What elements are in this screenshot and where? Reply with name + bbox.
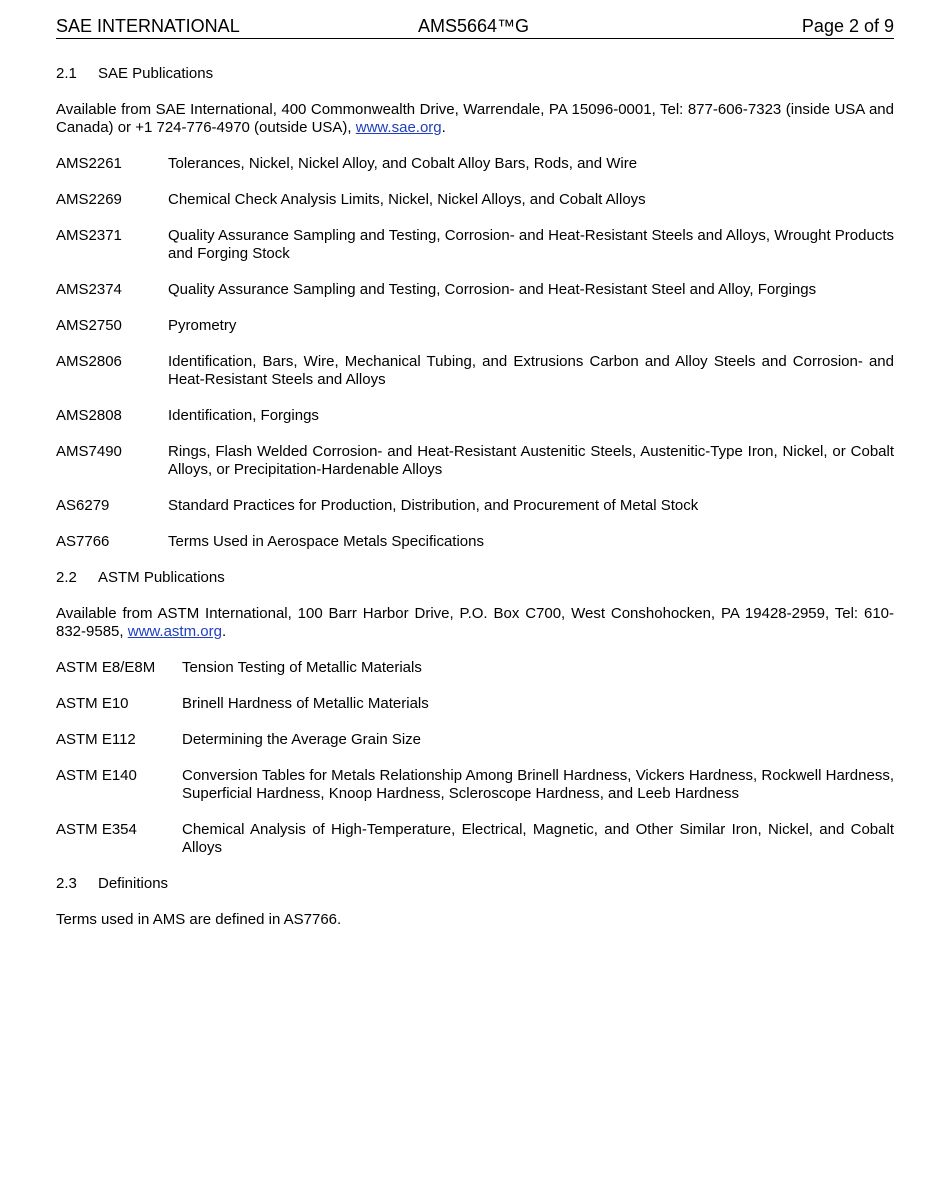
section-number: 2.3 xyxy=(56,875,77,892)
section-title: Definitions xyxy=(98,875,169,892)
reference-title: Identification, Bars, Wire, Mechanical Tubing, and Extrusions Carbon and Alloy Steels and Corrosion- and Heat-Resistant Steels and Alloys xyxy=(168,353,894,388)
reference-item xyxy=(56,317,894,335)
reference-item xyxy=(56,533,894,551)
reference-title: Chemical Analysis of High-Temperature, Electrical, Magnetic, and Other Similar Iron, Nickel, and Cobalt Alloys xyxy=(182,821,894,856)
reference-item xyxy=(56,443,894,479)
section-heading-2-2 xyxy=(56,569,894,587)
reference-title: Chemical Check Analysis Limits, Nickel, Nickel Alloys, and Cobalt Alloys xyxy=(168,191,646,208)
trailing-period: . xyxy=(221,623,227,640)
header-org: SAE INTERNATIONAL xyxy=(56,16,240,36)
section-number: 2.1 xyxy=(56,65,77,82)
reference-item xyxy=(56,731,894,749)
reference-code: AMS7490 xyxy=(56,443,122,460)
page-header xyxy=(56,14,894,39)
section-title: SAE Publications xyxy=(98,65,214,82)
sae-availability-paragraph xyxy=(56,101,894,137)
astm-availability-paragraph xyxy=(56,605,894,641)
reference-item xyxy=(56,767,894,803)
reference-item xyxy=(56,191,894,209)
reference-title: Terms Used in Aerospace Metals Specifications xyxy=(168,533,484,550)
availability-text: Available from ASTM International, 100 Barr Harbor Drive, P.O. Box C700, West Conshohocken, PA 19428-2959, Tel: 610-832-9585, xyxy=(56,605,894,640)
definitions-paragraph: Terms used in AMS are defined in AS7766. xyxy=(56,911,342,928)
reference-code: AMS2806 xyxy=(56,353,122,370)
trailing-period: . xyxy=(441,119,446,136)
reference-code: ASTM E8/E8M xyxy=(56,659,156,676)
reference-code: AMS2374 xyxy=(56,281,122,298)
reference-code: AMS2371 xyxy=(56,227,122,244)
reference-code: AS7766 xyxy=(56,533,110,550)
reference-title: Tension Testing of Metallic Materials xyxy=(182,659,422,676)
reference-code: ASTM E10 xyxy=(56,695,129,712)
astm-reference-list xyxy=(56,659,894,857)
reference-item xyxy=(56,353,894,389)
reference-item xyxy=(56,659,894,677)
reference-title: Determining the Average Grain Size xyxy=(182,731,422,748)
reference-title: Identification, Forgings xyxy=(168,407,319,424)
document-page xyxy=(56,14,894,929)
reference-title: Conversion Tables for Metals Relationship Among Brinell Hardness, Vickers Hardness, Rockwell Hardness, Superficial Hardness, Knoop Hardness, Scleroscope Hardness, and Leeb Hardness xyxy=(182,767,894,802)
reference-code: ASTM E140 xyxy=(56,767,137,784)
reference-title: Rings, Flash Welded Corrosion- and Heat-Resistant Austenitic Steels, Austenitic-Type Iron, Nickel, or Cobalt Alloys, or Precipitation-Hardenable Alloys xyxy=(168,443,894,478)
reference-code: AMS2269 xyxy=(56,191,122,208)
reference-title: Tolerances, Nickel, Nickel Alloy, and Cobalt Alloy Bars, Rods, and Wire xyxy=(168,155,638,172)
reference-item xyxy=(56,155,894,173)
astm-website-link[interactable]: www.astm.org xyxy=(127,623,222,640)
reference-item xyxy=(56,497,894,515)
reference-item xyxy=(56,281,894,299)
reference-code: AS6279 xyxy=(56,497,110,514)
section-number: 2.2 xyxy=(56,569,77,586)
sae-reference-list xyxy=(56,155,894,551)
reference-item xyxy=(56,227,894,263)
reference-title: Standard Practices for Production, Distribution, and Procurement of Metal Stock xyxy=(168,497,699,514)
reference-title: Quality Assurance Sampling and Testing, Corrosion- and Heat-Resistant Steel and Alloy, Forgings xyxy=(168,281,817,298)
reference-code: ASTM E354 xyxy=(56,821,137,838)
availability-text: Available from SAE International, 400 Commonwealth Drive, Warrendale, PA 15096-0001, Tel: 877-606-7323 (inside USA and Canada) or +1 724-776-4970 (outside USA), xyxy=(56,101,894,136)
section-title: ASTM Publications xyxy=(98,569,225,586)
header-doc-id: AMS5664™G xyxy=(418,16,530,36)
reference-item xyxy=(56,821,894,857)
reference-title: Pyrometry xyxy=(168,317,237,334)
reference-title: Quality Assurance Sampling and Testing, Corrosion- and Heat-Resistant Steels and Alloys, Wrought Products and Forging Stock xyxy=(168,227,894,262)
reference-code: AMS2750 xyxy=(56,317,122,334)
reference-code: ASTM E112 xyxy=(56,731,136,748)
section-heading-2-3 xyxy=(56,875,894,893)
header-page-number: Page 2 of 9 xyxy=(801,16,894,36)
reference-code: AMS2261 xyxy=(56,155,122,172)
section-heading-2-1 xyxy=(56,65,894,83)
reference-item xyxy=(56,695,894,713)
reference-title: Brinell Hardness of Metallic Materials xyxy=(182,695,429,712)
reference-item xyxy=(56,407,894,425)
reference-code: AMS2808 xyxy=(56,407,122,424)
sae-website-link[interactable]: www.sae.org xyxy=(355,119,442,136)
